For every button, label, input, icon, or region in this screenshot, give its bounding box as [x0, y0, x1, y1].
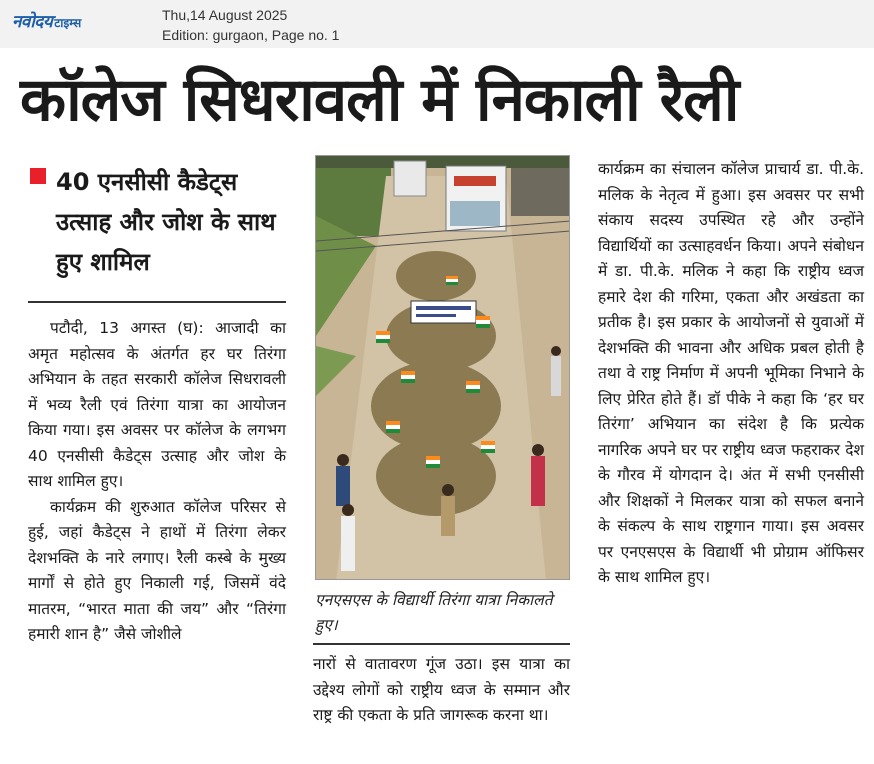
paragraph-3: नारों से वातावरण गूंज उठा। इस यात्रा का उद्देश्य लोगों को राष्ट्रीय ध्वज के सम्मान और राष्ट्र की एकता के प्रति जागरूक करना था।: [313, 655, 570, 724]
logo-sub-text: टाइम्स: [54, 16, 82, 30]
paragraph-4: कार्यक्रम का संचालन कॉलेज प्राचार्य डा. पी.के. मलिक के नेतृत्व में हुआ। इस अवसर पर सभी संकाय सदस्य उपस्थित रहे और उन्होंने विद्यार्थियों का उत्साहवर्धन किया। अपने संबोधन में डा. पी.के. मलिक ने कहा कि राष्ट्रीय ध्वज हमारे देश की गरिमा, एकता और अखंडता का प्रतीक है। इस प्रकार के आयोजनों से युवाओं में देशभक्ति की भावना और अधिक प्रबल होती है तथा वे राष्ट्र निर्माण में अपनी भूमिका निभाने के लिए प्रेरित होते हैं। डॉ पीके ने कहा कि ‘हर घर तिरंगा’ अभियान का संदेश है कि प्रत्येक नागरिक अपने घर पर राष्ट्रीय ध्वज फहराकर देश के गौरव में योगदान दे। अंत में सभी एनसीसी और शिक्षकों ने मिलकर यात्रा को सफल बनाने के संकल्प के साथ राष्ट्रगान गाया। इस अवसर पर एनएसएस के विद्यार्थी भी प्रोग्राम ऑफिसर के साथ शामिल हुए।: [598, 160, 864, 586]
subhead-block: [30, 162, 286, 282]
logo-main-text: नवोदय: [12, 12, 53, 32]
rally-photo-illustration: [316, 156, 570, 580]
article-subhead: 40 एनसीसी कैडेट्स उत्साह और जोश के साथ हुए शामिल: [56, 168, 276, 276]
red-square-bullet-icon: [30, 168, 46, 184]
edition-meta: [162, 5, 339, 45]
paragraph-2: कार्यक्रम की शुरुआत कॉलेज परिसर से हुई, जहां कैडेट्स ने हाथों में तिरंगा लेकर देशभक्ति के नारे लगाए। रैली कस्बे के मुख्य मार्गों से होते हुए निकाली गई, जिसमें वंदे मातरम, “भारत माता की जय” और “तिरंगा हमारी शान है” जैसे जोशीले: [28, 497, 286, 643]
article-headline: कॉलेज सिधरावली में निकाली रैली: [20, 65, 739, 135]
article-column-1: [28, 316, 286, 648]
newspaper-logo[interactable]: [12, 9, 81, 32]
edition-info: Edition: gurgaon, Page no. 1: [162, 27, 340, 43]
issue-date: Thu,14 August 2025: [162, 7, 288, 23]
masthead-bar: [0, 0, 874, 48]
caption-divider: [313, 643, 570, 645]
paragraph-1: पटौदी, 13 अगस्त (घ): आजादी का अमृत महोत्सव के अंतर्गत हर घर तिरंगा अभियान के तहत सरकारी कॉलेज सिधरावली में भव्य रैली एवं तिरंगा यात्रा का आयोजन किया गया। इस अवसर पर कॉलेज के लगभग 40 एनसीसी कैडेट्स उत्साह और जोश के साथ शामिल हुए।: [28, 319, 286, 490]
article-column-3: [598, 157, 864, 591]
article-column-2: [313, 652, 570, 729]
photo-caption: एनएसएस के विद्यार्थी तिरंगा यात्रा निकालते हुए।: [315, 591, 553, 634]
subhead-divider: [28, 301, 286, 303]
rally-photo: [315, 155, 570, 580]
